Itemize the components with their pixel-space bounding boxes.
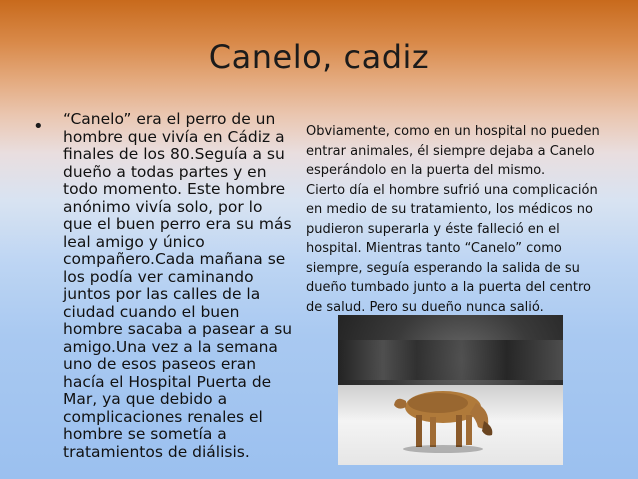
dog-photo <box>338 315 563 465</box>
right-paragraph-2: Cierto día el hombre sufrió una complicación en medio de su tratamiento, los médicos no pudieron superarla y éste falleció en el hospital. Mientras tanto “Canelo” como siempre, seguía esperando la salida de su dueño tumbado junto a la puerta del centro de salud. Pero su dueño nunca salió. <box>306 182 598 315</box>
right-column <box>306 122 606 317</box>
right-paragraph-1: Obviamente, como en un hospital no pueden entrar animales, él siempre dejaba a Canelo esperándolo en la puerta del mismo. <box>306 124 600 178</box>
bullet-icon: • <box>33 116 44 137</box>
dog-icon <box>338 315 563 465</box>
left-paragraph: “Canelo” era el perro de un hombre que vivía en Cádiz a finales de los 80.Seguía a su dueño a todas partes y en todo momento. Este hombre anónimo vivía solo, por lo que el buen perro era su más leal amigo y único compañero.Cada mañana se los podía ver caminando juntos por las calles de la ciudad cuando el buen hombre sacaba a pasear a su amigo.Una vez a la semana uno de esos paseos eran hacía el Hospital Puerta de Mar, ya que debido a complicaciones renales el hombre se sometía a tratamientos de diálisis. <box>63 110 293 461</box>
slide-title: Canelo, cadiz <box>208 38 430 76</box>
